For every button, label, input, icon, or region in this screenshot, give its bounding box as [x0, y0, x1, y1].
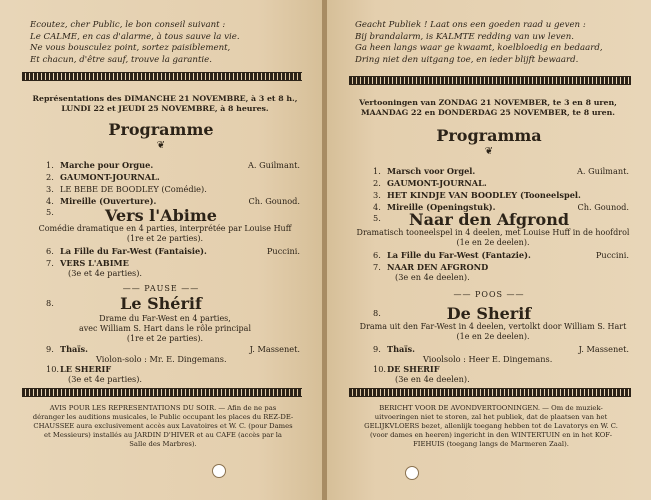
item-number: 5.	[373, 213, 381, 223]
ornament-icon: ❦	[156, 140, 166, 151]
list-item	[46, 258, 300, 268]
feature-description	[355, 322, 631, 342]
item-title: DE SHERIF	[387, 364, 440, 374]
item-number: 1.	[373, 166, 381, 176]
item-title: LE SHERIF	[60, 364, 112, 374]
notice-line: (voor dames en heeren) ingericht in den WINTERTUIN en in het KOF-	[370, 431, 612, 439]
item-subtitle: Violon-solo : Mr. E. Dingemans.	[96, 354, 227, 364]
list-item	[46, 172, 300, 182]
item-number: 7.	[46, 258, 54, 268]
item-subtitle: (3e et 4e parties).	[68, 374, 143, 384]
description-line: Drama uit den Far-West in 4 deelen, vertolkt door William S. Hart	[359, 322, 627, 331]
schedule-fr	[30, 94, 300, 114]
list-item	[373, 250, 629, 260]
schedule-nl	[353, 98, 623, 118]
description-line: Comédie dramatique en 4 parties, interprétée par Louise Huff	[38, 224, 292, 233]
item-number: 10.	[46, 364, 60, 374]
item-number: 8.	[373, 308, 381, 318]
ornament-icon: ❦	[484, 146, 494, 157]
item-composer: Ch. Gounod.	[248, 196, 300, 206]
motto-line: Dring niet den uitgang toe, en ieder blijft bewaard.	[355, 54, 579, 65]
item-subtitle: Vioolsolo : Heer E. Dingemans.	[423, 354, 553, 364]
list-item	[373, 364, 629, 374]
item-composer: J. Massenet.	[578, 344, 629, 354]
punch-hole	[212, 464, 226, 478]
footer-notice-nl	[351, 404, 631, 449]
item-composer: J. Massenet.	[249, 344, 300, 354]
motto-line: Ecoutez, cher Public, le bon conseil suivant :	[30, 20, 226, 30]
description-line: Dramatisch tooneelspel in 4 deelen, met Louise Huff in de hoofdrol	[356, 228, 630, 237]
item-title: La Fille du Far-West (Fantaisie).	[60, 246, 207, 256]
description-line: (1re et 2e parties).	[126, 234, 204, 243]
item-number: 2.	[46, 172, 54, 182]
notice-line: FIEHUIS (toegang langs de Marmeren Zaal).	[413, 440, 569, 448]
item-number: 6.	[46, 246, 54, 256]
schedule-line: Vertooningen van ZONDAG 21 NOVEMBER, te 3 en 8 uren,	[359, 98, 617, 107]
item-number: 9.	[373, 344, 381, 354]
list-item	[46, 364, 300, 374]
schedule-line: MAANDAG 22 en DONDERDAG 25 NOVEMBER, te 8 uren.	[361, 108, 615, 117]
motto-line: Ga heen langs waar ge kwaamt, koelbloedig en bedaard,	[355, 43, 603, 53]
item-title: Thaïs.	[60, 344, 88, 354]
list-item	[373, 178, 629, 188]
list-item	[373, 190, 629, 200]
footer-notice-fr	[24, 404, 302, 449]
item-title: Marsch voor Orgel.	[387, 166, 476, 176]
list-item	[46, 246, 300, 256]
description-line: (1e en 2e deelen).	[456, 238, 530, 247]
item-title: LE BEBE DE BOODLEY (Comédie).	[60, 184, 207, 194]
item-number: 6.	[373, 250, 381, 260]
feature-title: Vers l'Abime	[105, 206, 217, 225]
item-number: 4.	[46, 196, 54, 206]
program-title: Programme	[108, 120, 214, 139]
decorative-rule	[22, 72, 302, 81]
feature-description	[28, 314, 302, 344]
item-number: 1.	[46, 160, 54, 170]
item-number: 2.	[373, 178, 381, 188]
feature-description	[28, 224, 302, 244]
item-number: 5.	[46, 207, 54, 217]
feature-title: Naar den Afgrond	[408, 210, 570, 229]
motto-line: Le CALME, en cas d'alarme, à tous sauve la vie.	[30, 31, 240, 42]
item-composer: Puccini.	[595, 250, 629, 260]
list-item	[46, 160, 300, 170]
item-number: 7.	[373, 262, 381, 272]
list-item	[373, 166, 629, 176]
item-composer: A. Guilmant.	[248, 160, 300, 170]
list-item	[46, 196, 300, 206]
item-title: Mireille (Openingstuk).	[387, 202, 496, 212]
motto-line: Geacht Publiek ! Laat ons een goeden raad u geven :	[355, 20, 586, 30]
notice-line: et Messieurs) installés au JARDIN D'HIVER et au CAFE (accès par la	[44, 431, 282, 439]
description-line: avec William S. Hart dans le rôle principal	[78, 324, 252, 333]
item-title: Thaïs.	[387, 344, 415, 354]
pause-text: PAUSE	[144, 284, 178, 293]
feature-description	[355, 228, 631, 248]
description-line: (1re et 2e parties).	[126, 334, 204, 343]
notice-line: Salle des Marbres).	[129, 440, 197, 448]
item-subtitle: (3e et 4e parties).	[68, 268, 143, 278]
pause-label: —— PAUSE ——	[122, 284, 200, 293]
motto-fr	[30, 20, 300, 66]
feature-title: Le Shérif	[120, 294, 202, 313]
description-line: (1e en 2e deelen).	[456, 332, 530, 341]
item-title: Mireille (Ouverture).	[60, 196, 157, 206]
feature-title: De Sherif	[446, 304, 532, 323]
list-item	[373, 262, 629, 272]
program-title: Programma	[436, 126, 542, 145]
decorative-rule	[349, 388, 631, 397]
motto-line: Ne vous bousculez point, sortez paisiblement,	[30, 43, 231, 53]
item-title: NAAR DEN AFGROND	[387, 262, 489, 272]
decorative-rule	[22, 388, 302, 397]
item-number: 10.	[373, 364, 387, 374]
decorative-rule	[349, 76, 631, 85]
list-item	[46, 344, 300, 354]
item-title: La Fille du Far-West (Fantazie).	[387, 250, 531, 260]
pause-text: POOS	[475, 290, 503, 299]
item-number: 4.	[373, 202, 381, 212]
punch-hole	[405, 466, 419, 480]
item-title: GAUMONT-JOURNAL.	[60, 172, 160, 182]
list-item	[46, 184, 300, 194]
pause-label: —— POOS ——	[453, 290, 525, 299]
item-number: 3.	[373, 190, 381, 200]
left-page	[0, 0, 322, 500]
notice-line: GELIJKVLOERS bezet, allenlijk toegang hebben tot de Lavatorys en W. C.	[364, 422, 618, 430]
item-composer: A. Guilmant.	[577, 166, 629, 176]
motto-nl	[355, 20, 625, 66]
motto-line: Bij brandalarm, is KALMTE redding van uw leven.	[355, 31, 574, 42]
item-number: 9.	[46, 344, 54, 354]
item-title: HET KINDJE VAN BOODLEY (Tooneelspel.	[387, 190, 581, 200]
item-title: Marche pour Orgue.	[60, 160, 154, 170]
list-item	[373, 344, 629, 354]
item-number: 8.	[46, 298, 54, 308]
item-title: VERS L'ABIME	[60, 258, 129, 268]
notice-line: uitvoeringen niet te storen, zal het publiek, dat de plaatsen van het	[374, 413, 608, 421]
item-subtitle: (3e en 4e deelen).	[395, 374, 470, 384]
item-title: GAUMONT-JOURNAL.	[387, 178, 487, 188]
item-subtitle: (3e en 4e deelen).	[395, 272, 470, 282]
item-number: 3.	[46, 184, 54, 194]
notice-line: AVIS POUR LES REPRESENTATIONS DU SOIR. — Afin de ne pas	[49, 404, 277, 412]
motto-line: Et chacun, d'être sauf, trouve la garantie.	[30, 54, 212, 65]
schedule-line: LUNDI 22 et JEUDI 25 NOVEMBRE, à 8 heures.	[61, 104, 269, 113]
right-page	[327, 0, 651, 500]
item-composer: Ch. Gounod.	[577, 202, 629, 212]
notice-line: déranger les auditions musicales, le Public occupant les places du REZ-DE-	[32, 413, 294, 421]
notice-line: CHAUSSEE aura exclusivement accès aux Lavatoires et W. C. (pour Dames	[33, 422, 293, 430]
description-line: Drame du Far-West en 4 parties,	[99, 314, 231, 323]
notice-line: BERICHT VOOR DE AVONDVERTOONINGEN. — Om de muziek-	[379, 404, 603, 412]
schedule-line: Représentations des DIMANCHE 21 NOVEMBRE, à 3 et 8 h.,	[32, 94, 298, 103]
item-composer: Puccini.	[266, 246, 300, 256]
